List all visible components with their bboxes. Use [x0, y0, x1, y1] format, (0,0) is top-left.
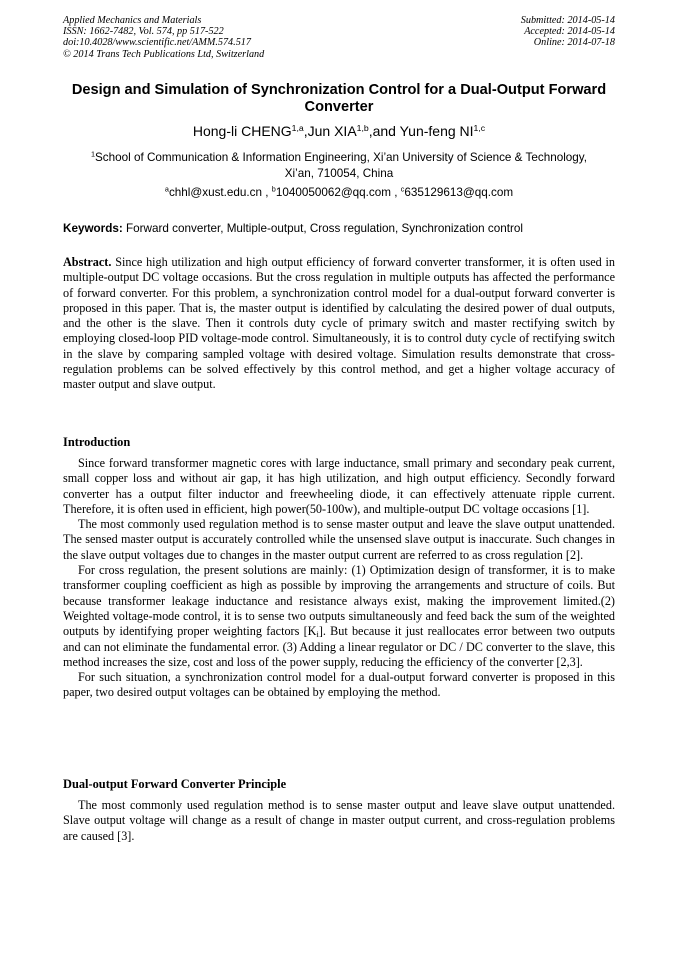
author-affiliation-mark: 1,a — [291, 122, 304, 133]
paragraph: Since forward transformer magnetic cores with large inductance, small primary and secondary peak current, small copper loss and without air gap, it has high utilization, and high output efficiency. Secondly forward converter has a output filter inductor and freewheeling diode, it can effectively attenuate ripple current. Therefore, it is often used in efficient, high power(50-100w), and multiple-output DC voltage occasions [1]. — [63, 456, 615, 516]
email-address[interactable]: 1040050062@qq.com — [275, 186, 392, 199]
section-introduction — [63, 456, 615, 701]
affiliation-mark: 1 — [90, 149, 96, 159]
author-name: Hong-li CHENG — [192, 123, 292, 139]
author-affiliation-mark: 1,c — [473, 122, 486, 133]
journal-name: Applied Mechanics and Materials — [63, 15, 202, 26]
author-emails — [63, 185, 615, 200]
email-address[interactable]: 635129613@qq.com — [404, 186, 514, 199]
author-separator: ,and — [368, 123, 400, 139]
journal-info — [63, 15, 264, 60]
journal-issn: ISSN: 1662-7482, Vol. 574, pp 517-522 — [63, 26, 224, 38]
paper-title: Design and Simulation of Synchronization Control for a Dual-Output Forward Converter — [71, 82, 607, 115]
journal-doi: doi:10.4028/www.scientific.net/AMM.574.517 — [63, 37, 251, 49]
abstract-text: Since high utilization and high output efficiency of forward converter transformer, it is often used in multiple-output DC voltage occasions. But the cross regulation in multiple outputs has affected the performance of forward converter. For this problem, a synchronization control model for a dual-output forward converter is proposed in this paper. That is, the master output is identified by calculating the desired power of dual outputs, and the other is the slave. Then it controls duty cycle of primary switch and master rectifying switch by employing closed-loop PID voltage-mode control. Simultaneously, it is to control duty cycle of rectifying switch in the slave by comparing sampled voltage with desired voltage. Simulation results demonstrate that cross-regulation problems can be solved effectively by this control method, and get a higher voltage accuracy of master output and slave output. — [63, 255, 615, 392]
accepted-date: Accepted: 2014-05-14 — [524, 26, 615, 38]
author-separator: , — [303, 123, 308, 139]
paragraph: The most commonly used regulation method is to sense master output and leave slave output unattended. Slave output voltage will change as a result of change in master output current, and cross-regulation problems are caused [3]. — [63, 798, 615, 843]
affiliation — [63, 150, 615, 181]
abstract-label: Abstract. — [63, 255, 112, 269]
author-name: Jun XIA — [307, 123, 357, 139]
author-name: Yun-feng NI — [399, 123, 474, 139]
submission-dates — [521, 15, 615, 49]
paragraph: For such situation, a synchronization control model for a dual-output forward converter is proposed in this paper, two desired output voltages can be obtained by employing the method. — [63, 670, 615, 700]
journal-copyright: © 2014 Trans Tech Publications Ltd, Switzerland — [63, 48, 265, 60]
email-separator: , — [391, 186, 401, 199]
email-address[interactable]: chhl@xust.edu.cn — [168, 186, 263, 199]
section-heading-principle: Dual-output Forward Converter Principle — [63, 777, 287, 791]
subscript-i: i — [316, 629, 319, 640]
email-mark: c — [400, 184, 405, 194]
email-mark: b — [271, 184, 276, 194]
author-list — [40, 122, 638, 140]
email-separator: , — [262, 186, 272, 199]
keywords-text: Forward converter, Multiple-output, Cross regulation, Synchronization control — [126, 222, 523, 235]
email-mark: a — [164, 184, 169, 194]
section-heading-introduction: Introduction — [63, 435, 131, 449]
affiliation-line-2: Xi’an, 710054, China — [284, 166, 394, 180]
abstract — [63, 255, 615, 393]
section-principle — [63, 798, 615, 844]
author-affiliation-mark: 1,b — [356, 122, 369, 133]
affiliation-line-1: School of Communication & Information Engineering, Xi’an University of Science & Technology, — [95, 151, 588, 164]
keywords — [63, 221, 615, 236]
online-date: Online: 2014-07-18 — [533, 37, 615, 49]
paragraph: The most commonly used regulation method is to sense master output and leave the slave output unattended. The sensed master output is accurately controlled while the unsensed slave output is inaccurate. Such changes in the slave output voltages due to changes in the master output current are referred to as cross regulation [2]. — [63, 517, 615, 562]
keywords-label: Keywords: — [63, 222, 123, 235]
paragraph: For cross regulation, the present solutions are mainly: (1) Optimization design of transformer, it is to make transformer coupling coefficient as high as possible by improving the arrangements and structure of coils. But because transformer leakage inductance and resistance always exist, making the improvement limited.(2) Weighted voltage-mode control, it is to sense two outputs simultaneously and feed back the sum of the weighted outputs by identifying proper weighting factors $[K_i]$. But because it just reallocates error between two outputs and can not eliminate the fundamental error. (3) Adding a linear regulator or DC / DC converter to the slave, this method increases the size, cost and loss of the power supply, reducing the efficiency of the converter [2,3]. — [63, 563, 615, 669]
submitted-date: Submitted: 2014-05-14 — [520, 15, 615, 26]
